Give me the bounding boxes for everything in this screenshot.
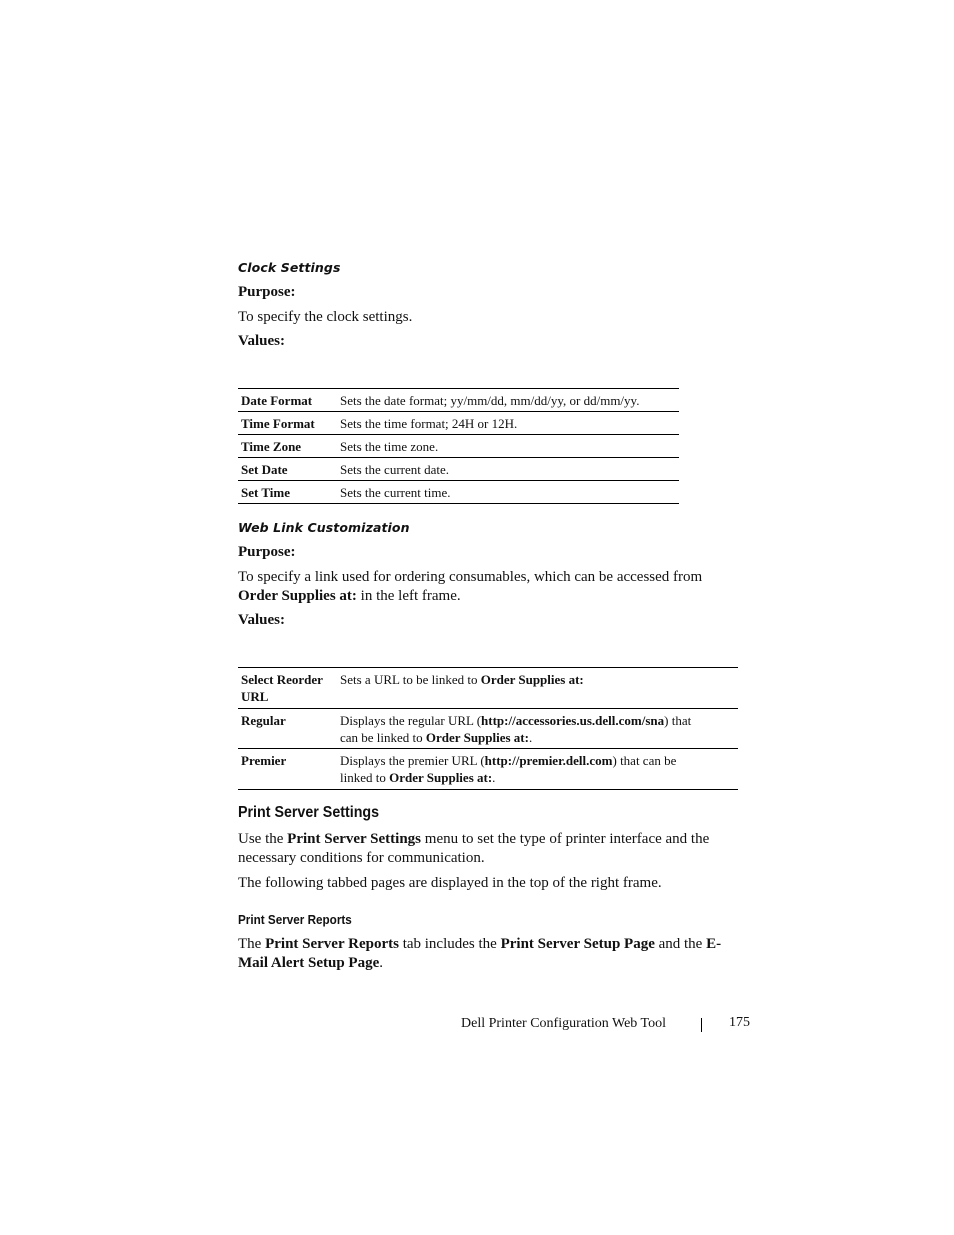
- table-row: [238, 412, 679, 435]
- row-key: Set Date: [241, 462, 288, 477]
- row-desc: [340, 668, 738, 709]
- reports-text: and the: [654, 936, 707, 952]
- reports-text: tab includes the: [398, 936, 501, 952]
- row-desc-text: Sets a URL to be linked to: [340, 672, 481, 687]
- row-desc: Sets the current date.: [340, 462, 450, 477]
- row-desc: Sets the current time.: [340, 485, 451, 500]
- row-desc: Sets the time zone.: [340, 439, 439, 454]
- weblink-values-label: Values:: [238, 612, 285, 628]
- table-row: [238, 709, 738, 749]
- row-desc: Sets the time format; 24H or 12H.: [340, 416, 518, 431]
- clock-settings-heading: Clock Settings: [238, 260, 341, 275]
- row-desc-text: Displays the regular URL (: [340, 713, 482, 728]
- table-row: [238, 749, 738, 790]
- row-desc-text: ) that can be: [612, 753, 677, 768]
- row-key: Time Zone: [241, 439, 302, 454]
- weblink-purpose-line1: To specify a link used for ordering consumables, which can be accessed from: [238, 569, 703, 585]
- regular-url: http://accessories.us.dell.com/sna: [481, 713, 665, 728]
- row-desc-text: .: [492, 770, 496, 785]
- order-supplies-term: Order Supplies at:: [238, 588, 357, 604]
- clock-values-table: [238, 388, 679, 504]
- footer-separator: [701, 1018, 702, 1032]
- table-row: [238, 481, 679, 504]
- row-key: Regular: [241, 713, 286, 728]
- print-server-reports-text: [238, 935, 758, 973]
- intro-text: Use the: [238, 831, 288, 847]
- intro-text: menu to set the type of printer interface and the: [421, 831, 710, 847]
- weblink-purpose-rest: in the left frame.: [356, 588, 461, 604]
- reports-text: .: [379, 955, 383, 971]
- row-key: Date Format: [241, 393, 313, 408]
- print-server-intro: [238, 830, 758, 868]
- row-desc-line1: [340, 712, 738, 729]
- row-desc-text: .: [528, 730, 533, 745]
- clock-purpose-label: Purpose:: [238, 284, 296, 300]
- row-key-line2: URL: [241, 689, 269, 704]
- row-desc: [340, 749, 738, 790]
- footer-title: Dell Printer Configuration Web Tool: [461, 1016, 667, 1031]
- row-key-line1: Select Reorder: [241, 672, 323, 687]
- row-desc-text: ) that: [664, 713, 692, 728]
- row-desc-text: linked to: [340, 770, 390, 785]
- intro-bold: Print Server Settings: [287, 831, 422, 847]
- reports-bold: Print Server Setup Page: [500, 936, 655, 952]
- print-server-reports-heading: Print Server Reports: [238, 912, 352, 927]
- intro-line1: [238, 830, 758, 849]
- reports-bold: Print Server Reports: [265, 936, 399, 952]
- table-row: [238, 435, 679, 458]
- row-key: Set Time: [241, 485, 290, 500]
- row-desc-text: can be linked to: [340, 730, 426, 745]
- table-row: [238, 668, 738, 709]
- row-desc-bold: Order Supplies at:: [389, 770, 493, 785]
- row-desc-bold: Order Supplies at:: [425, 730, 529, 745]
- web-link-customization-heading: Web Link Customization: [238, 520, 410, 535]
- clock-values-label: Values:: [238, 333, 285, 349]
- reports-text: The: [238, 936, 266, 952]
- clock-purpose-text: To specify the clock settings.: [238, 309, 413, 325]
- row-key: Time Format: [241, 416, 315, 431]
- row-desc: Sets the date format; yy/mm/dd, mm/dd/yy, or dd/mm/yy.: [340, 393, 640, 408]
- reports-line2: [238, 954, 758, 973]
- row-desc-line2: [340, 729, 738, 746]
- row-desc: [340, 709, 738, 749]
- table-row: [238, 389, 679, 412]
- intro-line2: necessary conditions for communication.: [238, 850, 485, 866]
- row-desc-text: Displays the premier URL (: [340, 753, 485, 768]
- weblink-purpose-text: [238, 568, 758, 606]
- tabbed-pages-text: The following tabbed pages are displayed in the top of the right frame.: [238, 875, 662, 891]
- reports-line1: [238, 935, 758, 954]
- reports-bold: Mail Alert Setup Page: [238, 955, 380, 971]
- weblink-purpose-label: Purpose:: [238, 544, 296, 560]
- print-server-settings-heading: Print Server Settings: [238, 804, 380, 821]
- reports-bold: E-: [706, 936, 722, 952]
- page-number: 175: [729, 1015, 750, 1030]
- weblink-purpose-line2: [238, 587, 758, 606]
- row-desc-line1: [340, 752, 738, 769]
- row-desc-bold: Order Supplies at:: [480, 672, 584, 687]
- row-key: [238, 668, 340, 709]
- premier-url: http://premier.dell.com: [484, 753, 613, 768]
- table-row: [238, 458, 679, 481]
- row-key: Premier: [241, 753, 287, 768]
- weblink-values-table: [238, 667, 738, 790]
- row-desc-line2: [340, 769, 738, 786]
